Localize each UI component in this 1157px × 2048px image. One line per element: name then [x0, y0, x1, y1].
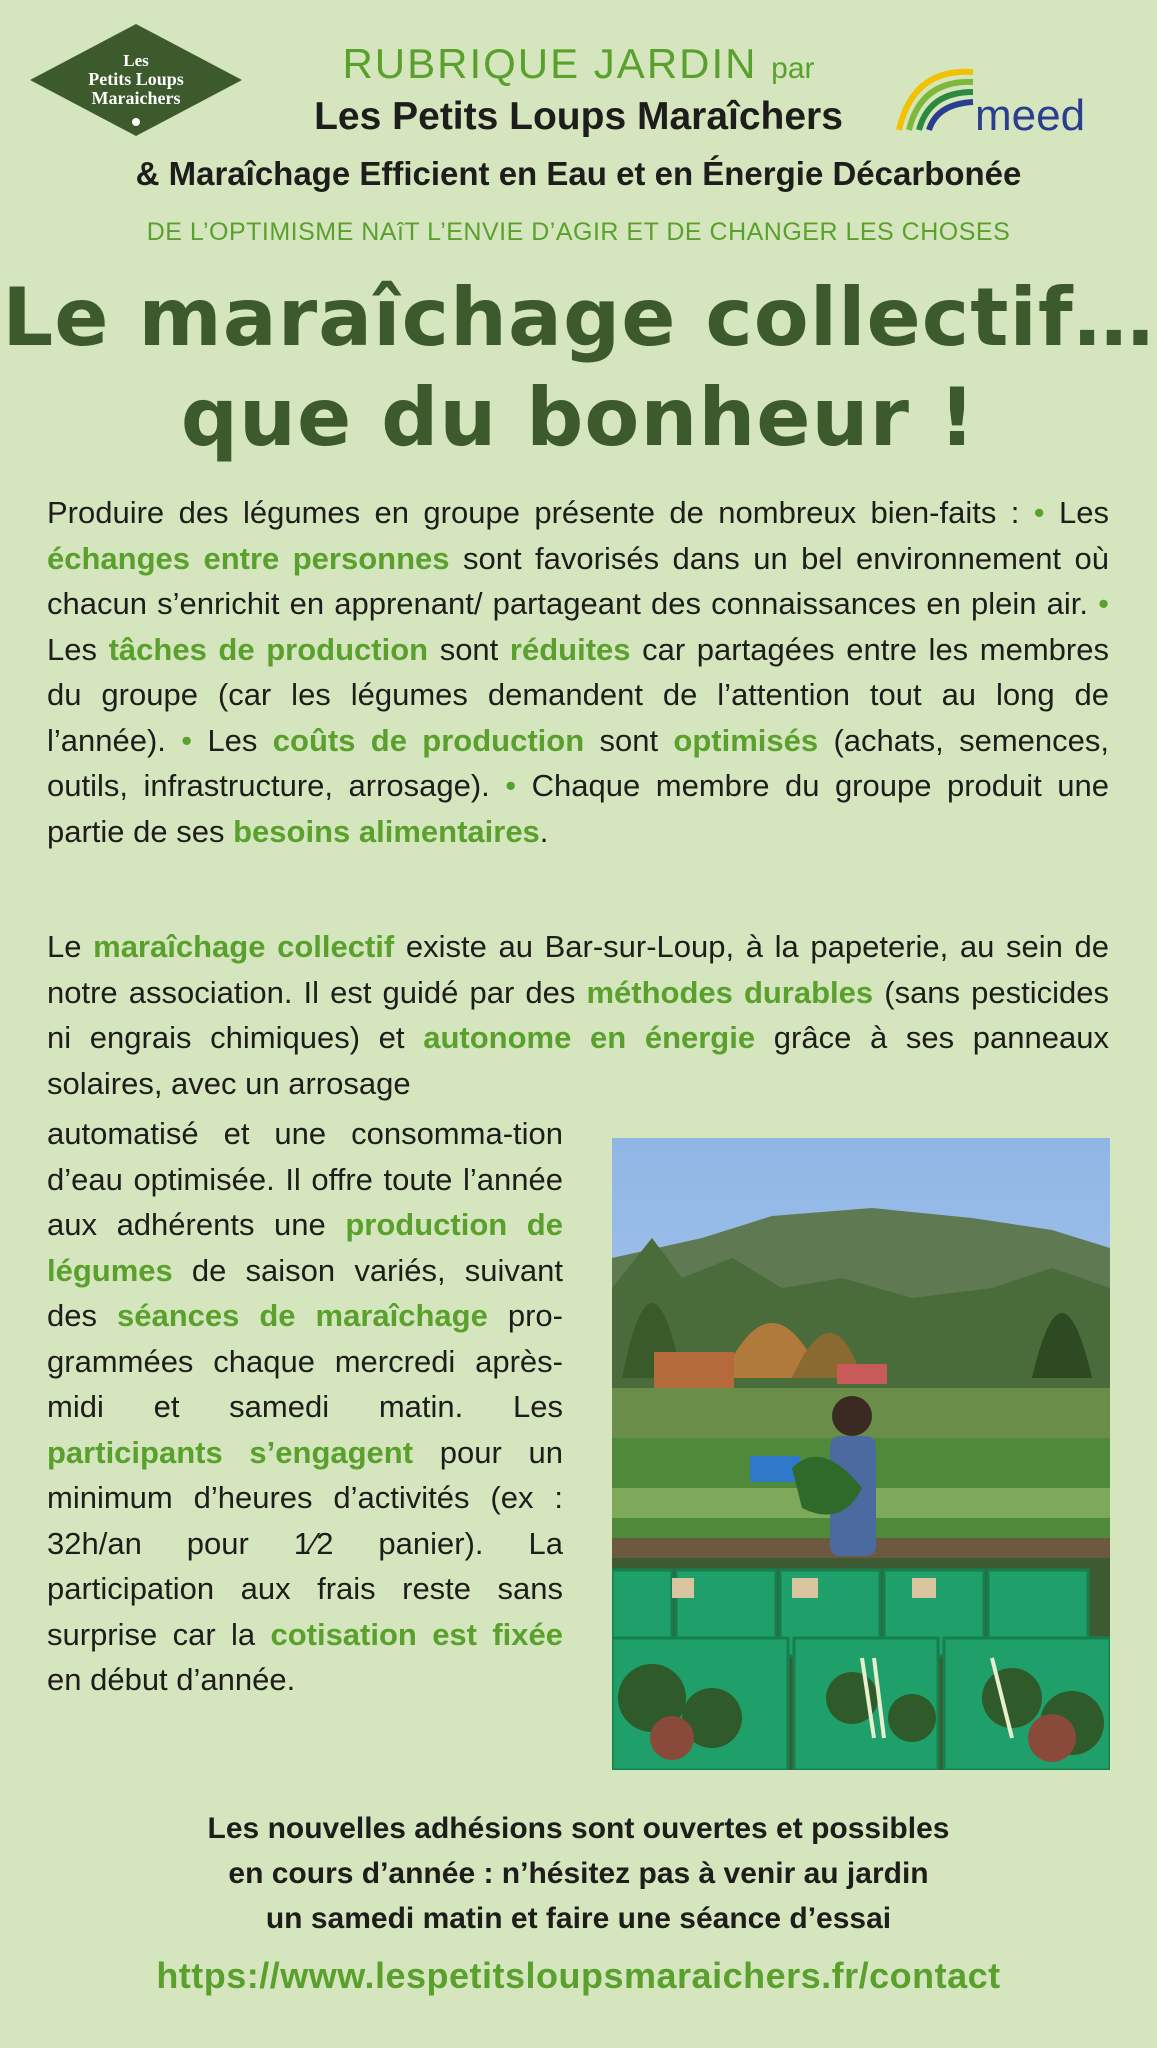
rubrique-title	[0, 40, 1157, 88]
text: pour un minimum d’heures d’activités (ex : 32h/an pour 1⁄2 panier). La participation aux frais reste sans surprise car la	[47, 1434, 563, 1652]
text: Le	[47, 929, 94, 964]
text: sont	[428, 631, 510, 667]
highlight: coûts de production	[272, 722, 585, 758]
highlight: séances de maraîchage	[116, 1298, 488, 1333]
cta-line3: un samedi matin et faire une séance d’essai	[265, 1902, 892, 1935]
text: en début d’année.	[47, 1662, 296, 1697]
paragraph-collective	[47, 924, 1109, 1106]
bullet: •	[1098, 586, 1109, 621]
text: Produire des légumes en groupe présente de nombreux bien-faits :	[47, 495, 1034, 530]
highlight: autonome en énergie	[423, 1020, 756, 1055]
logo-text-line1: Les	[123, 51, 149, 70]
garden-photo	[612, 1138, 1110, 1770]
text: (achats, semences, outils, infrastructure, arrosage).	[47, 722, 1109, 803]
paragraph-details	[47, 1111, 563, 1703]
text: de saison variés, suivant des	[47, 1252, 563, 1333]
logo-text-line2: Petits Loups	[88, 69, 184, 89]
text: (sans pesticides ni engrais chimiques) et	[47, 974, 1109, 1055]
highlight: participants s’engagent	[47, 1434, 414, 1470]
cta-line2: en cours d’année : n’hésitez pas à venir au jardin	[228, 1857, 929, 1890]
text: car partagées entre les membres du groupe (car les légumes demandent de l’attention tout au long de l’année).	[47, 631, 1109, 758]
tagline: DE L’OPTIMISME NAîT L’ENVIE D’AGIR ET DE CHANGER LES CHOSES	[146, 218, 1011, 246]
organization-name: Les Petits Loups Maraîchers	[314, 95, 843, 138]
text: grâce à ses panneaux solaires, avec un arrosage	[47, 1020, 1109, 1101]
cta-line1: Les nouvelles adhésions sont ouvertes et possibles	[207, 1812, 950, 1845]
highlight: méthodes durables	[586, 974, 874, 1010]
highlight: optimisés	[673, 722, 819, 758]
call-to-action	[0, 1806, 1157, 1941]
rubrique-par: par	[771, 52, 815, 85]
bullet: •	[1033, 495, 1045, 530]
highlight: cotisation est fixée	[270, 1616, 563, 1652]
subtitle: & Maraîchage Efficient en Eau et en Énergie Décarbonée	[135, 155, 1022, 192]
logo-text-line3: Maraichers	[91, 88, 181, 108]
paragraph-benefits	[47, 490, 1109, 854]
highlight: production de légumes	[47, 1207, 563, 1288]
headline-line2: que du bonheur !	[180, 371, 977, 464]
highlight: maraîchage collectif	[93, 929, 395, 964]
text: sont favorisés dans un bel environnement où chacun s’enrichit en apprenant/ partageant des connaissances en plein air.	[47, 540, 1109, 621]
headline	[0, 268, 1157, 468]
highlight: tâches de production	[108, 631, 429, 667]
highlight: réduites	[509, 631, 631, 667]
text: .	[539, 813, 549, 849]
contact-url[interactable]: https://www.lespetitsloupsmaraichers.fr/contact	[156, 1955, 1001, 1996]
text: existe au Bar-sur-Loup, à la papeterie, au sein de notre association. Il est guidé par des	[47, 929, 1109, 1010]
rubrique-label: RUBRIQUE JARDIN	[342, 40, 758, 87]
bullet: •	[181, 722, 193, 758]
text: pro-grammées chaque mercredi après-midi et samedi matin. Les	[47, 1298, 563, 1424]
bullet: •	[505, 768, 517, 803]
highlight: échanges entre personnes	[47, 540, 450, 576]
text: Les	[47, 631, 109, 667]
text: automatisé et une consomma-tion d’eau optimisée. Il offre toute l’année aux adhérents une	[47, 1116, 563, 1242]
text: sont	[584, 722, 674, 758]
text: Les	[1044, 495, 1109, 530]
text: Chaque membre du groupe produit une partie de ses	[47, 768, 1109, 849]
highlight: besoins alimentaires	[233, 813, 540, 849]
headline-line1: Le maraîchage collectif…	[2, 271, 1155, 364]
meeed-logo-text: meed	[975, 91, 1086, 138]
text: Les	[192, 722, 273, 758]
